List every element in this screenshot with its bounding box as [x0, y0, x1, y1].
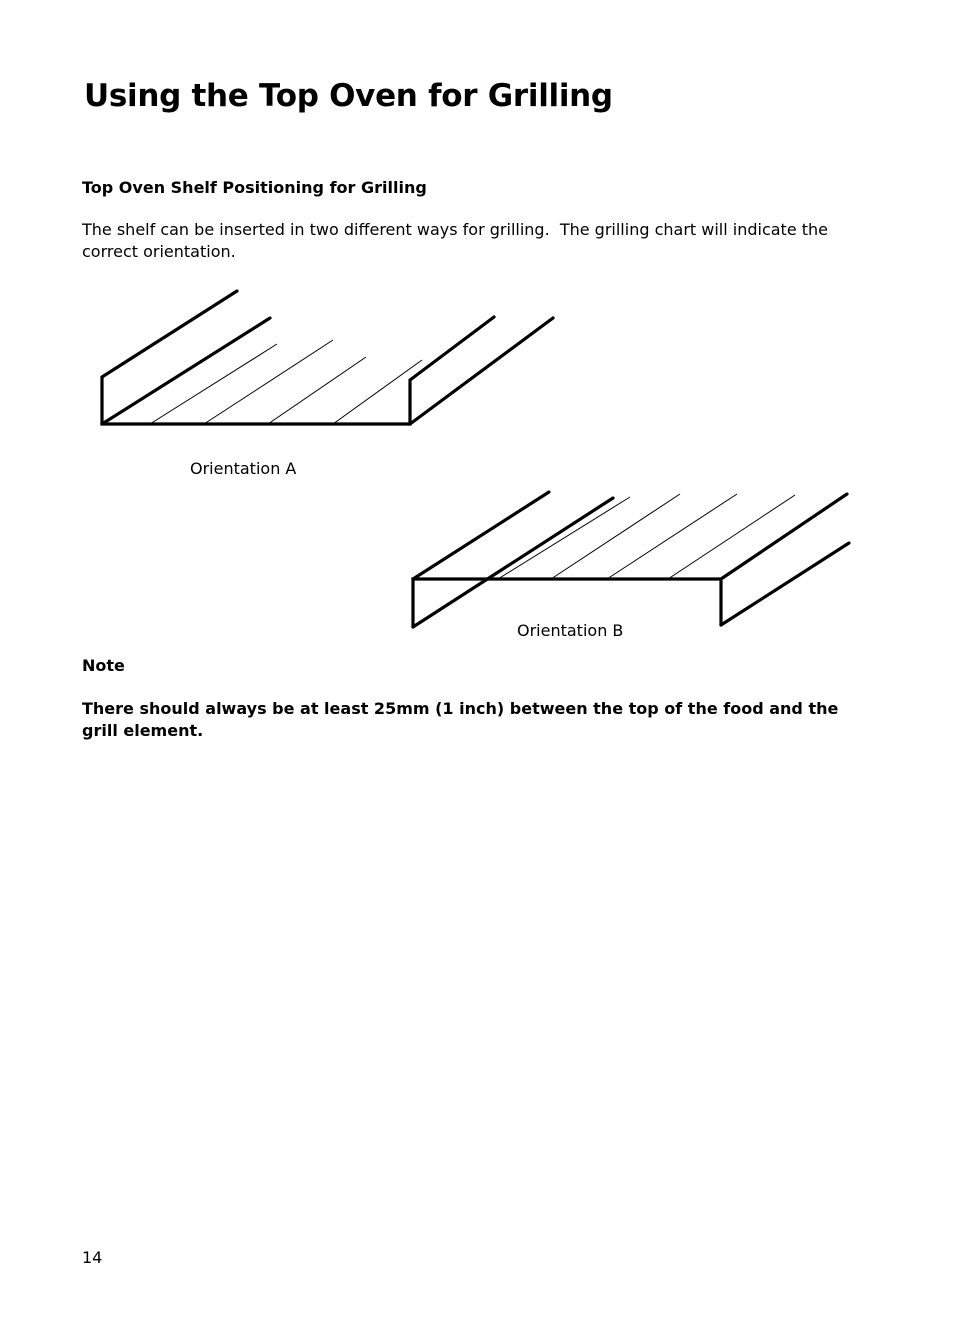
- shelf-a-wire: [150, 344, 277, 424]
- shelf-b-right-front-rail: [721, 543, 849, 625]
- shelf-b-wire: [551, 494, 680, 579]
- shelf-b-back-rail: [413, 492, 549, 579]
- section-heading: Top Oven Shelf Positioning for Grilling: [82, 178, 427, 197]
- shelf-b-wire: [498, 497, 630, 579]
- intro-paragraph: The shelf can be inserted in two different ways for grilling. The grilling chart will indicate the correct orientation.: [82, 220, 834, 261]
- shelf-b-left-rail: [413, 498, 613, 627]
- shelf-b-wire: [668, 495, 795, 579]
- shelf-a-wire: [204, 340, 333, 424]
- orientation-a-caption: Orientation A: [190, 459, 297, 478]
- shelf-a-left-rail: [102, 318, 270, 424]
- shelf-a-right-rail: [410, 318, 553, 424]
- note-label: Note: [82, 656, 125, 675]
- shelf-a-wire: [268, 357, 366, 424]
- page-title: Using the Top Oven for Grilling: [84, 78, 613, 114]
- shelf-orientation-a-drawing: [102, 291, 553, 424]
- orientation-b-caption: Orientation B: [517, 621, 624, 640]
- shelf-orientation-b-drawing: [413, 492, 849, 627]
- shelf-b-right-back-rail: [721, 494, 847, 579]
- note-text: There should always be at least 25mm (1 inch) between the top of the food and the grill element.: [82, 699, 839, 740]
- shelf-orientation-diagram: [0, 0, 954, 660]
- shelf-b-wire: [607, 494, 737, 579]
- page-number: 14: [82, 1248, 103, 1267]
